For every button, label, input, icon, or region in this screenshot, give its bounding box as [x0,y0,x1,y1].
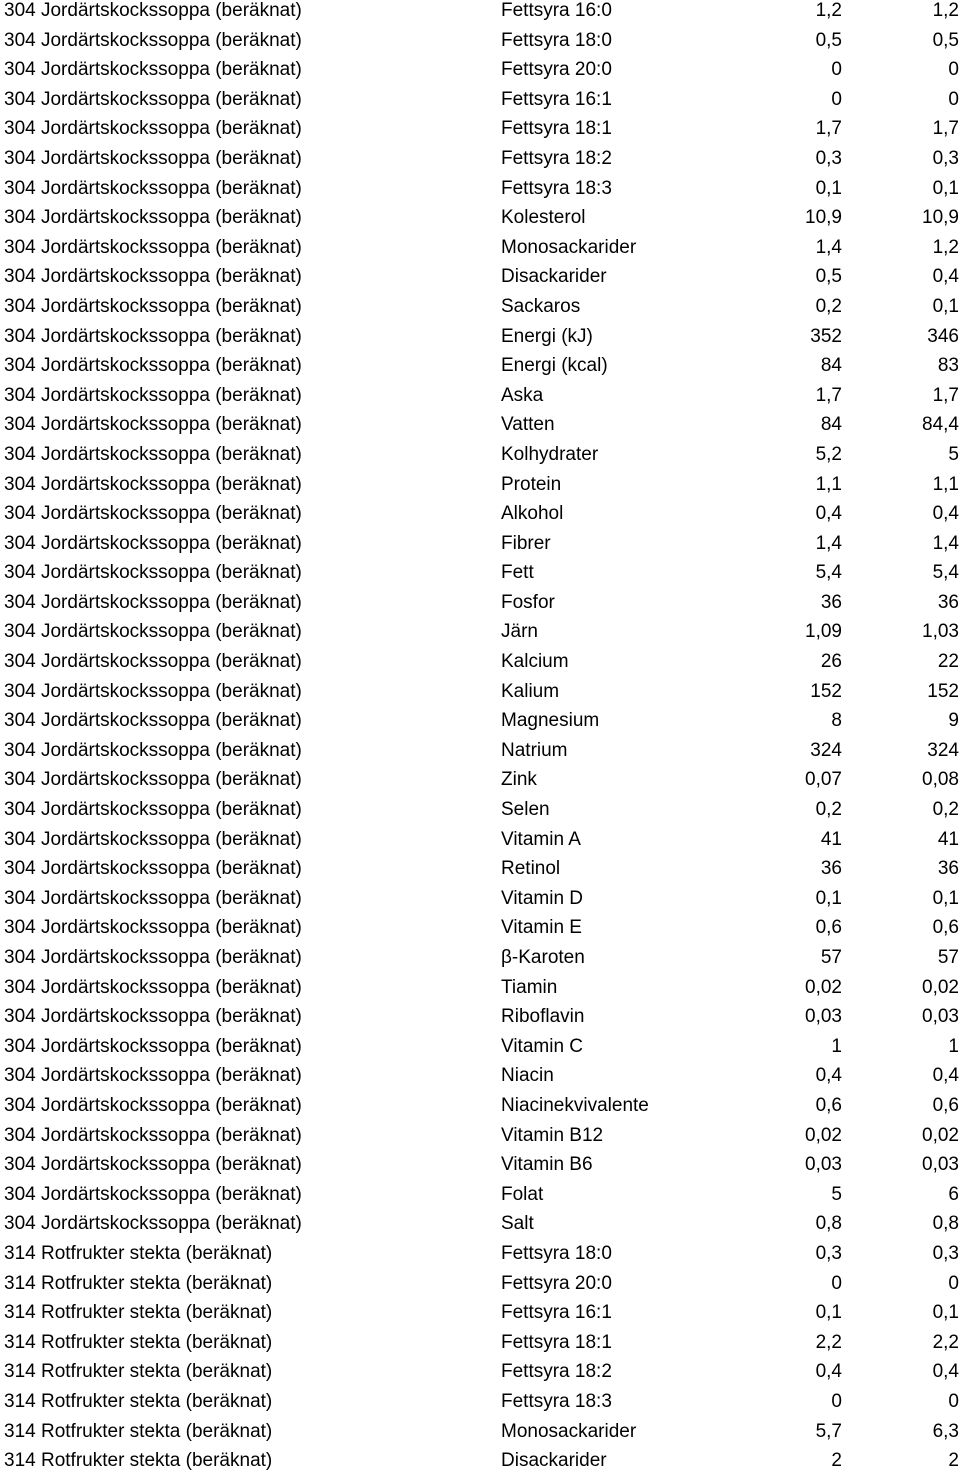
nutrient-name-cell: Vitamin A [501,828,581,850]
value-2-cell: 0,6 [932,1094,959,1116]
food-name-cell: 304 Jordärtskockssoppa (beräknat) [4,355,302,377]
value-2-cell: 1,1 [932,473,959,495]
value-1-cell: 0,1 [815,177,842,199]
table-row [0,410,960,440]
table-row [0,677,960,707]
nutrient-name-cell: Fosfor [501,591,555,613]
food-name-cell: 304 Jordärtskockssoppa (beräknat) [4,828,302,850]
value-1-cell: 0,6 [815,1094,842,1116]
table-row [0,1239,960,1269]
food-name-cell: 304 Jordärtskockssoppa (beräknat) [4,1213,302,1235]
value-2-cell: 84,4 [922,414,959,436]
food-name-cell: 314 Rotfrukter stekta (beräknat) [4,1331,273,1353]
food-name-cell: 304 Jordärtskockssoppa (beräknat) [4,976,302,998]
value-2-cell: 9 [948,710,959,732]
food-name-cell: 304 Jordärtskockssoppa (beräknat) [4,414,302,436]
table-row [0,233,960,263]
table-row [0,1417,960,1447]
food-name-cell: 304 Jordärtskockssoppa (beräknat) [4,207,302,229]
nutrient-name-cell: Fettsyra 16:1 [501,88,612,110]
food-name-cell: 304 Jordärtskockssoppa (beräknat) [4,799,302,821]
value-1-cell: 2,2 [815,1331,842,1353]
value-1-cell: 1,2 [815,0,842,21]
food-name-cell: 304 Jordärtskockssoppa (beräknat) [4,680,302,702]
value-1-cell: 0,1 [815,887,842,909]
value-2-cell: 0 [948,1272,959,1294]
value-2-cell: 0,08 [922,769,959,791]
table-row [0,351,960,381]
nutrient-name-cell: Sackaros [501,295,581,317]
value-2-cell: 0,03 [922,1006,959,1028]
value-1-cell: 0,2 [815,799,842,821]
table-row [0,26,960,56]
value-1-cell: 0,03 [805,1006,842,1028]
nutrient-name-cell: Niacin [501,1065,554,1087]
value-1-cell: 36 [820,858,842,880]
value-1-cell: 0,6 [815,917,842,939]
value-1-cell: 5 [831,1183,842,1205]
value-1-cell: 0,5 [815,266,842,288]
food-name-cell: 304 Jordärtskockssoppa (beräknat) [4,1006,302,1028]
nutrient-name-cell: Fettsyra 18:0 [501,1242,612,1264]
table-row [0,1269,960,1299]
food-name-cell: 304 Jordärtskockssoppa (beräknat) [4,591,302,613]
food-name-cell: 314 Rotfrukter stekta (beräknat) [4,1361,273,1383]
nutrient-name-cell: Selen [501,799,550,821]
table-row [0,499,960,529]
value-2-cell: 0 [948,88,959,110]
value-2-cell: 1,03 [922,621,959,643]
food-name-cell: 304 Jordärtskockssoppa (beräknat) [4,1183,302,1205]
value-2-cell: 1,4 [932,532,959,554]
table-row [0,174,960,204]
food-name-cell: 314 Rotfrukter stekta (beräknat) [4,1390,273,1412]
table-row [0,795,960,825]
value-2-cell: 324 [927,739,959,761]
value-1-cell: 0,07 [805,769,842,791]
table-row [0,381,960,411]
nutrient-name-cell: Järn [501,621,538,643]
nutrient-name-cell: Vitamin C [501,1035,584,1057]
nutrient-name-cell: Vitamin B12 [501,1124,604,1146]
food-name-cell: 304 Jordärtskockssoppa (beräknat) [4,118,302,140]
value-1-cell: 84 [820,355,842,377]
value-2-cell: 0 [948,1390,959,1412]
value-2-cell: 1,2 [932,0,959,21]
value-2-cell: 83 [937,355,959,377]
table-row [0,322,960,352]
nutrient-name-cell: Fettsyra 20:0 [501,1272,612,1294]
food-name-cell: 304 Jordärtskockssoppa (beräknat) [4,0,302,21]
value-1-cell: 0,03 [805,1154,842,1176]
table-row [0,1357,960,1387]
value-1-cell: 1,7 [815,384,842,406]
nutrient-name-cell: Fettsyra 18:2 [501,147,612,169]
food-name-cell: 304 Jordärtskockssoppa (beräknat) [4,532,302,554]
nutrient-name-cell: Energi (kcal) [501,355,608,377]
nutrient-name-cell: Fett [501,562,534,584]
nutrient-name-cell: Magnesium [501,710,600,732]
table-row [0,973,960,1003]
table-row [0,558,960,588]
table-row [0,1150,960,1180]
nutrient-name-cell: Kolesterol [501,207,586,229]
table-row [0,706,960,736]
food-name-cell: 304 Jordärtskockssoppa (beräknat) [4,1094,302,1116]
value-1-cell: 0,3 [815,147,842,169]
value-1-cell: 1 [831,1035,842,1057]
food-name-cell: 304 Jordärtskockssoppa (beräknat) [4,1065,302,1087]
nutrient-name-cell: Fettsyra 18:3 [501,1390,612,1412]
nutrient-name-cell: Monosackarider [501,1420,637,1442]
value-2-cell: 0,8 [932,1213,959,1235]
nutrient-name-cell: Kolhydrater [501,443,599,465]
value-2-cell: 0,02 [922,976,959,998]
value-1-cell: 0 [831,1390,842,1412]
value-1-cell: 352 [810,325,842,347]
food-name-cell: 304 Jordärtskockssoppa (beräknat) [4,236,302,258]
table-row [0,1180,960,1210]
food-name-cell: 304 Jordärtskockssoppa (beräknat) [4,1154,302,1176]
food-name-cell: 304 Jordärtskockssoppa (beräknat) [4,917,302,939]
table-row [0,617,960,647]
value-1-cell: 0,1 [815,1302,842,1324]
value-2-cell: 0 [948,59,959,81]
food-name-cell: 304 Jordärtskockssoppa (beräknat) [4,88,302,110]
food-name-cell: 304 Jordärtskockssoppa (beräknat) [4,621,302,643]
nutrient-name-cell: Disackarider [501,1450,607,1472]
table-row [0,736,960,766]
value-2-cell: 0,1 [932,1302,959,1324]
food-name-cell: 304 Jordärtskockssoppa (beräknat) [4,384,302,406]
value-2-cell: 57 [937,947,959,968]
value-1-cell: 8 [831,710,842,732]
value-1-cell: 0,5 [815,29,842,51]
nutrient-name-cell: Fettsyra 18:0 [501,29,612,51]
value-1-cell: 10,9 [805,207,842,229]
value-1-cell: 0 [831,88,842,110]
value-1-cell: 84 [820,414,842,436]
food-name-cell: 314 Rotfrukter stekta (beräknat) [4,1450,273,1472]
table-row [0,884,960,914]
nutrient-name-cell: Retinol [501,858,561,880]
value-2-cell: 0,1 [932,177,959,199]
value-1-cell: 0,02 [805,1124,842,1146]
food-name-cell: 314 Rotfrukter stekta (beräknat) [4,1272,273,1294]
nutrient-name-cell: Energi (kJ) [501,325,593,347]
value-1-cell: 0,4 [815,1361,842,1383]
table-row [0,292,960,322]
value-2-cell: 1 [948,1035,959,1057]
value-1-cell: 1,4 [815,532,842,554]
table-row [0,825,960,855]
value-2-cell: 1,7 [932,118,959,140]
table-row [0,114,960,144]
table-row [0,203,960,233]
food-name-cell: 304 Jordärtskockssoppa (beräknat) [4,858,302,880]
value-2-cell: 0,4 [932,1361,959,1383]
food-name-cell: 304 Jordärtskockssoppa (beräknat) [4,59,302,81]
value-2-cell: 41 [937,828,959,850]
nutrient-name-cell: Riboflavin [501,1006,585,1028]
food-name-cell: 304 Jordärtskockssoppa (beräknat) [4,177,302,199]
nutrient-name-cell: Salt [501,1213,534,1235]
table-row [0,529,960,559]
table-row [0,1061,960,1091]
nutrient-name-cell: Fettsyra 16:1 [501,1302,612,1324]
nutrient-name-cell: Vatten [501,414,555,436]
nutrient-name-cell: Folat [501,1183,544,1205]
nutrient-name-cell: Natrium [501,739,568,761]
food-name-cell: 314 Rotfrukter stekta (beräknat) [4,1242,273,1264]
table-row [0,470,960,500]
nutrient-name-cell: Fibrer [501,532,551,554]
table-row [0,440,960,470]
table-row [0,1121,960,1151]
food-name-cell: 314 Rotfrukter stekta (beräknat) [4,1302,273,1324]
value-2-cell: 22 [937,651,959,673]
food-name-cell: 304 Jordärtskockssoppa (beräknat) [4,769,302,791]
nutrient-name-cell: Niacinekvivalente [501,1094,649,1116]
nutrient-name-cell: Fettsyra 18:1 [501,118,612,140]
nutrient-name-cell: Kalcium [501,651,569,673]
table-row [0,765,960,795]
value-1-cell: 1,7 [815,118,842,140]
value-2-cell: 5 [948,443,959,465]
nutrient-name-cell: Fettsyra 18:3 [501,177,612,199]
value-1-cell: 26 [820,651,842,673]
table-row [0,1328,960,1358]
nutrient-name-cell: Disackarider [501,266,607,288]
value-1-cell: 0,4 [815,503,842,525]
value-1-cell: 152 [810,680,842,702]
value-2-cell: 0,02 [922,1124,959,1146]
table-row [0,1209,960,1239]
nutrient-name-cell: β-Karoten [501,947,585,968]
food-name-cell: 304 Jordärtskockssoppa (beräknat) [4,739,302,761]
value-1-cell: 36 [820,591,842,613]
nutrient-name-cell: Fettsyra 16:0 [501,0,612,21]
nutrient-name-cell: Vitamin E [501,917,582,939]
table-row [0,0,960,26]
food-name-cell: 304 Jordärtskockssoppa (beräknat) [4,710,302,732]
food-name-cell: 304 Jordärtskockssoppa (beräknat) [4,562,302,584]
food-name-cell: 304 Jordärtskockssoppa (beräknat) [4,473,302,495]
value-1-cell: 5,7 [815,1420,842,1442]
nutrient-name-cell: Vitamin B6 [501,1154,593,1176]
table-row [0,1002,960,1032]
table-row [0,85,960,115]
value-1-cell: 324 [810,739,842,761]
value-2-cell: 0,4 [932,266,959,288]
table-row [0,943,960,973]
value-2-cell: 36 [937,591,959,613]
table-row [0,1298,960,1328]
nutrient-name-cell: Fettsyra 18:1 [501,1331,612,1353]
value-1-cell: 1,1 [815,473,842,495]
table-row [0,913,960,943]
value-2-cell: 6 [948,1183,959,1205]
value-2-cell: 0,4 [932,503,959,525]
table-row [0,262,960,292]
table-row [0,1032,960,1062]
value-2-cell: 2 [948,1450,959,1472]
food-name-cell: 304 Jordärtskockssoppa (beräknat) [4,266,302,288]
nutrient-name-cell: Vitamin D [501,887,584,909]
value-1-cell: 0,4 [815,1065,842,1087]
nutrient-name-cell: Monosackarider [501,236,637,258]
nutrient-name-cell: Fettsyra 20:0 [501,59,612,81]
table-row [0,647,960,677]
food-name-cell: 304 Jordärtskockssoppa (beräknat) [4,1124,302,1146]
nutrient-name-cell: Protein [501,473,562,495]
food-name-cell: 304 Jordärtskockssoppa (beräknat) [4,1035,302,1057]
value-2-cell: 0,2 [932,799,959,821]
table-row [0,55,960,85]
nutrient-name-cell: Zink [501,769,537,791]
value-1-cell: 1,09 [805,621,842,643]
value-2-cell: 0,03 [922,1154,959,1176]
value-2-cell: 0,1 [932,295,959,317]
table-row [0,144,960,174]
value-2-cell: 0,4 [932,1065,959,1087]
food-name-cell: 304 Jordärtskockssoppa (beräknat) [4,503,302,525]
value-1-cell: 0,02 [805,976,842,998]
table-row [0,588,960,618]
value-1-cell: 57 [820,947,842,968]
value-2-cell: 5,4 [932,562,959,584]
value-2-cell: 152 [927,680,959,702]
table-row [0,1091,960,1121]
table-row [0,1387,960,1417]
value-1-cell: 1,4 [815,236,842,258]
value-1-cell: 5,2 [815,443,842,465]
value-1-cell: 41 [820,828,842,850]
value-1-cell: 2 [831,1450,842,1472]
food-name-cell: 304 Jordärtskockssoppa (beräknat) [4,887,302,909]
value-1-cell: 5,4 [815,562,842,584]
value-2-cell: 1,2 [932,236,959,258]
value-2-cell: 36 [937,858,959,880]
value-2-cell: 0,5 [932,29,959,51]
food-name-cell: 304 Jordärtskockssoppa (beräknat) [4,29,302,51]
value-1-cell: 0,2 [815,295,842,317]
value-2-cell: 2,2 [932,1331,959,1353]
food-name-cell: 314 Rotfrukter stekta (beräknat) [4,1420,273,1442]
value-2-cell: 1,7 [932,384,959,406]
nutrient-name-cell: Tiamin [501,976,558,998]
value-1-cell: 0 [831,1272,842,1294]
table-row [0,1446,960,1476]
food-name-cell: 304 Jordärtskockssoppa (beräknat) [4,651,302,673]
food-name-cell: 304 Jordärtskockssoppa (beräknat) [4,325,302,347]
value-2-cell: 0,6 [932,917,959,939]
value-2-cell: 10,9 [922,207,959,229]
food-name-cell: 304 Jordärtskockssoppa (beräknat) [4,147,302,169]
value-1-cell: 0,8 [815,1213,842,1235]
nutrient-name-cell: Kalium [501,680,560,702]
value-2-cell: 0,3 [932,147,959,169]
nutrient-name-cell: Aska [501,384,544,406]
nutrient-name-cell: Alkohol [501,503,564,525]
food-name-cell: 304 Jordärtskockssoppa (beräknat) [4,443,302,465]
value-2-cell: 0,3 [932,1242,959,1264]
value-2-cell: 6,3 [932,1420,959,1442]
food-name-cell: 304 Jordärtskockssoppa (beräknat) [4,947,302,968]
value-1-cell: 0,3 [815,1242,842,1264]
food-name-cell: 304 Jordärtskockssoppa (beräknat) [4,295,302,317]
table-row [0,854,960,884]
value-1-cell: 0 [831,59,842,81]
nutrient-name-cell: Fettsyra 18:2 [501,1361,612,1383]
value-2-cell: 346 [927,325,959,347]
value-2-cell: 0,1 [932,887,959,909]
